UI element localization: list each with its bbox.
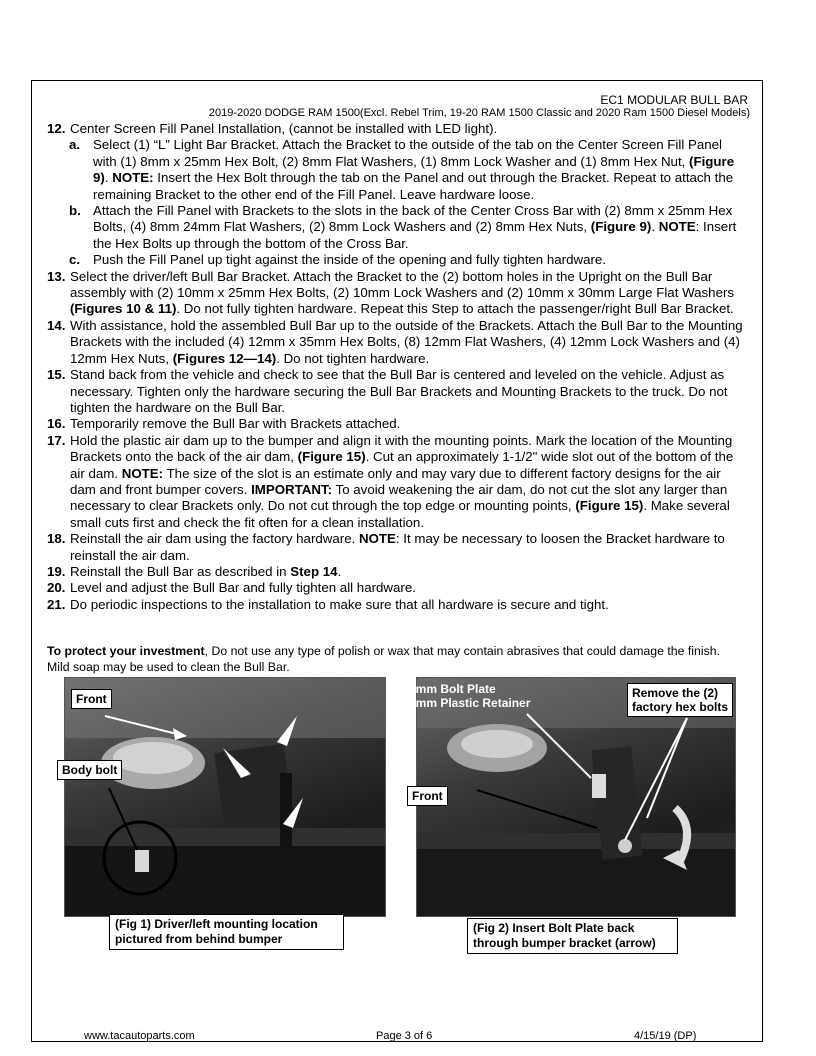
fig1-caption-line1: (Fig 1) Driver/left mounting location [115, 917, 318, 931]
step-number: 14. [47, 317, 66, 333]
step-text: Hold the plastic air dam up to the bumper and align it with the mounting points. Mark the location of the Mounting Brackets onto the back of the air dam, (Figure 15). Cut an approximately 1-1/2" wide slot out of the bottom of the air dam. NOTE: The size of the slot is an estimate only and may vary due to different factory designs for the air dam and front bumper covers. IMPORTANT: To avoid weakening the air dam, do not cut the slot any larger than necessary to clear Brackets only. Do not cut through the top edge or mounting points, (Figure 15). Make several small cuts first and check the fit often for a clean installation. [70, 432, 734, 530]
step-12 [47, 121, 747, 137]
step-20 [47, 580, 747, 596]
step-number: 15. [47, 367, 66, 383]
step-14 [47, 318, 747, 367]
front-label: Front [407, 786, 448, 806]
instruction-steps [47, 121, 747, 613]
header-product: EC1 MODULAR BULL BAR [600, 93, 748, 107]
fig2-caption [467, 918, 678, 954]
step-21 [47, 597, 747, 613]
header-vehicle: 2019-2020 DODGE RAM 1500(Excl. Rebel Trim, 19-20 RAM 1500 Classic and 2020 Ram 1500 Diesel Models) [208, 107, 750, 119]
step-text: Select the driver/left Bull Bar Bracket. Attach the Bracket to the (2) bottom holes in the Upright on the Bull Bar assembly with (2) 10mm x 25mm Hex Bolts, (2) 10mm Lock Washers and (2) 10mm x 30mm Large Flat Washers (Figures 10 & 11). Do not fully tighten hardware. Repeat this Step to attach the passenger/right Bull Bar Bracket. [70, 268, 735, 317]
step-18 [47, 531, 747, 564]
care-note [47, 644, 737, 675]
footer-page-number: Page 3 of 6 [376, 1030, 433, 1042]
step-number: 13. [47, 268, 66, 284]
step-text: Do periodic inspections to the installation to make sure that all hardware is secure and tight. [70, 596, 609, 612]
fig1-caption [109, 914, 344, 950]
footer-date: 4/15/19 (DP) [634, 1030, 697, 1042]
step-number: 12. [47, 121, 66, 136]
substep-text: Select (1) “L” Light Bar Bracket. Attach the Bracket to the outside of the tab on the Center Screen Fill Panel with (1) 8mm x 25mm Hex Bolt, (2) 8mm Flat Washers, (1) 8mm Lock Washer and (1) 8mm Hex Nut, (Figure 9). NOTE: Insert the Hex Bolt through the tab on the Panel and out through the Bracket. Repeat to attach the remaining Bracket to the other end of the Fill Panel. Leave hardware loose. [93, 137, 735, 202]
step-text: Reinstall the Bull Bar as described in Step 14. [70, 563, 342, 579]
step-text: With assistance, hold the assembled Bull Bar up to the outside of the Brackets. Attach the Bull Bar to the Mounting Brackets with the included (4) 12mm x 35mm Hex Bolts, (8) 12mm Flat Washers, (4) 12mm Lock Washers and (4) 12mm Hex Nuts, (Figures 12—14). Do not tighten hardware. [70, 317, 743, 366]
step-number: 18. [47, 531, 66, 547]
step-text: Level and adjust the Bull Bar and fully tighten all hardware. [70, 580, 416, 596]
step-16 [47, 416, 747, 432]
substep-letter: b. [69, 203, 81, 219]
fig1-photo-illustration [65, 678, 385, 916]
step-text: Stand back from the vehicle and check to see that the Bull Bar is centered and leveled on the vehicle. Adjust as necessary. Tighten only the hardware securing the Bull Bar Brackets and Mounting Brackets to the truck. Do not tighten the hardware on the Bull Bar. [70, 367, 728, 415]
remove-bolts-line1: Remove the (2) [632, 686, 719, 700]
fig2-photo [409, 677, 736, 917]
substep-letter: c. [69, 252, 81, 268]
step-12c [47, 252, 747, 268]
remove-bolts-label [627, 683, 733, 717]
bolt-plate-line2: 8mm Plastic Retainer [409, 696, 531, 710]
step-15 [47, 367, 747, 416]
substep-letter: a. [69, 137, 81, 153]
step-13 [47, 269, 747, 318]
step-number: 17. [47, 432, 66, 448]
step-text: Center Screen Fill Panel Installation, (cannot be installed with LED light). [70, 121, 498, 136]
step-number: 19. [47, 563, 66, 579]
step-17 [47, 433, 747, 531]
substep-text: Push the Fill Panel up tight against the inside of the opening and fully tighten hardware. [93, 252, 607, 268]
substep-text: Attach the Fill Panel with Brackets to the slots in the back of the Center Cross Bar with (2) 8mm x 25mm Hex Bolts, (4) 8mm 24mm Flat Washers, (2) 8mm Lock Washers and (2) 8mm Hex Nuts, (Figure 9). NOTE: Insert the Hex Bolts up through the bottom of the Cross Bar. [93, 203, 737, 251]
step-number: 21. [47, 596, 66, 612]
footer-website: www.tacautoparts.com [84, 1030, 195, 1042]
step-12b [47, 203, 747, 252]
fig1-caption-line2: pictured from behind bumper [115, 932, 283, 946]
fig2-caption-line2: through bumper bracket (arrow) [473, 936, 656, 950]
care-note-heading: To protect your investment [47, 644, 205, 658]
step-12a [47, 137, 747, 203]
fig2-caption-line1: (Fig 2) Insert Bolt Plate back [473, 921, 635, 935]
front-label: Front [71, 689, 112, 709]
step-text: Reinstall the air dam using the factory hardware. NOTE: It may be necessary to loosen the Bracket hardware to reinstall the air dam. [70, 531, 725, 563]
remove-bolts-line2: factory hex bolts [632, 700, 729, 714]
bolt-plate-label [405, 680, 534, 712]
step-number: 20. [47, 580, 66, 596]
step-text: Temporarily remove the Bull Bar with Brackets attached. [70, 416, 401, 432]
fig1-photo [64, 677, 386, 917]
body-bolt-label: Body bolt [57, 760, 122, 780]
step-19 [47, 564, 747, 580]
care-note-text: , Do not use any type of polish or wax that may contain abrasives that could damage the finish. Mild soap may be used to clean the Bull Bar. [47, 644, 721, 674]
step-number: 16. [47, 416, 66, 432]
bolt-plate-line1: 8mm Bolt Plate [409, 682, 496, 696]
